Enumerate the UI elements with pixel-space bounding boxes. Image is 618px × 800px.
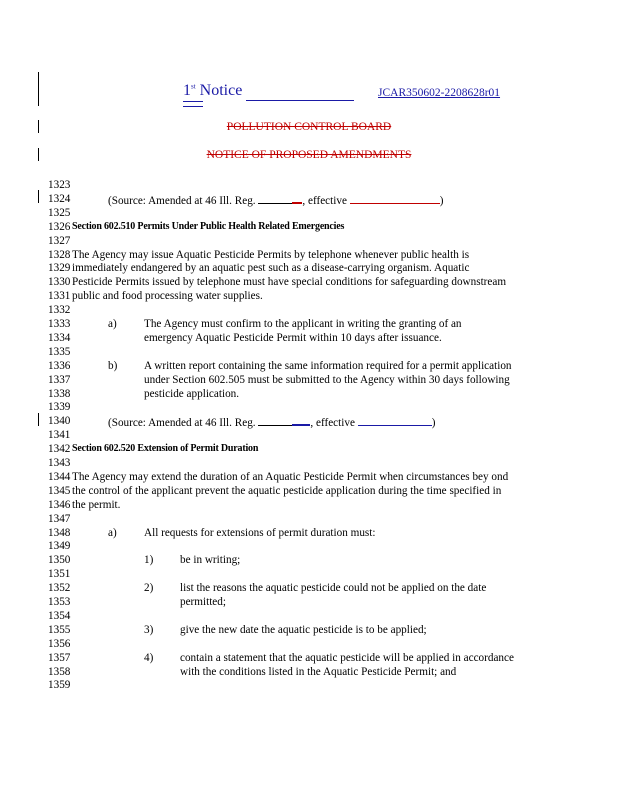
subsection-label: b) (108, 359, 118, 372)
board-title: POLLUTION CONTROL BOARD (226, 121, 392, 133)
line-number: 1345 (48, 484, 71, 497)
line-number: 1337 (48, 373, 71, 386)
section-heading: Section 602.510 Permits Under Public Health Related Emergencies (72, 220, 345, 232)
line-number: 1351 (48, 568, 71, 581)
jcar-id: JCAR350602-2208628r01 (378, 87, 501, 99)
subsection-text: emergency Aquatic Pesticide Permit within 10 days after issuance. (144, 331, 442, 344)
notice-word: Notice (199, 82, 243, 99)
line-1344 (48, 470, 608, 484)
line-1359 (48, 678, 608, 692)
line-1325 (48, 206, 608, 220)
line-number: 1331 (48, 290, 71, 303)
notice-number: 1 (183, 82, 191, 99)
line-1339 (48, 400, 608, 414)
revision-mark (292, 192, 302, 204)
line-1330 (48, 275, 608, 289)
subsection-text: under Section 602.505 must be submitted to the Agency within 30 days following (144, 373, 510, 386)
effective-date-blank (350, 193, 440, 204)
line-1345 (48, 484, 608, 498)
item-text: contain a statement that the aquatic pesticide will be applied in accordance (180, 651, 514, 664)
line-number: 1333 (48, 318, 71, 330)
effective-date-blank (358, 415, 432, 426)
line-text: Pesticide Permits issued by telephone must have special conditions for safeguarding downstream (72, 276, 507, 289)
line-1336 (48, 359, 608, 373)
line-number: 1346 (48, 498, 71, 511)
change-bar (38, 413, 39, 426)
line-1346 (48, 498, 608, 512)
section-heading: Section 602.520 Extension of Permit Duration (72, 443, 259, 455)
line-number: 1336 (48, 359, 71, 372)
line-1326 (48, 220, 608, 234)
line-1337 (48, 373, 608, 387)
line-1338 (48, 387, 608, 401)
change-bar (38, 72, 39, 106)
line-1349 (48, 539, 608, 553)
line-text: immediately endangered by an aquatic pest such as a disease-carrying organism. Aquatic (72, 262, 470, 275)
subsection-text: The Agency must confirm to the applicant in writing the granting of an (144, 318, 462, 330)
line-1333 (48, 317, 608, 331)
line-number: 1353 (48, 596, 71, 608)
line-1343 (48, 456, 608, 470)
line-number: 1326 (48, 220, 71, 233)
line-number: 1343 (48, 457, 71, 469)
item-text: give the new date the aquatic pesticide is to be applied; (180, 623, 427, 636)
line-1328 (48, 248, 608, 262)
line-1331 (48, 289, 608, 303)
line-text: The Agency may extend the duration of an Aquatic Pesticide Permit when circumstances bey ond (72, 470, 509, 483)
revision-mark (292, 414, 310, 426)
line-1358 (48, 665, 608, 679)
line-1348 (48, 526, 608, 540)
notice-underline (246, 82, 354, 101)
line-number: 1323 (48, 179, 71, 191)
register-blank (258, 415, 292, 426)
line-number: 1325 (48, 206, 71, 219)
item-label: 3) (144, 623, 154, 636)
line-number: 1355 (48, 623, 71, 636)
line-number: 1324 (48, 192, 71, 205)
line-1335 (48, 345, 608, 359)
line-number: 1329 (48, 262, 71, 275)
line-1354 (48, 609, 608, 623)
line-number: 1356 (48, 637, 71, 650)
line-number: 1332 (48, 304, 71, 317)
line-1334 (48, 331, 608, 345)
line-number: 1357 (48, 651, 71, 664)
line-1350 (48, 553, 608, 567)
item-label: 1) (144, 554, 154, 567)
subsection-text: A written report containing the same information required for a permit application (144, 359, 512, 372)
line-1324 (48, 192, 608, 206)
line-1342 (48, 442, 608, 456)
line-1353 (48, 595, 608, 609)
line-text: The Agency may issue Aquatic Pesticide Permits by telephone whenever public health is (72, 248, 470, 261)
line-number: 1327 (48, 234, 71, 247)
line-1352 (48, 581, 608, 595)
line-number: 1330 (48, 276, 71, 289)
subsection-label: a) (108, 318, 117, 330)
line-text: the control of the applicant prevent the aquatic pesticide application during the time specified in (72, 484, 502, 497)
source-note: (Source: Amended at 46 Ill. Reg. , effective ) (108, 414, 435, 430)
line-number: 1335 (48, 345, 71, 358)
notice-title: NOTICE OF PROPOSED AMENDMENTS (206, 149, 412, 161)
change-bar (38, 190, 39, 203)
line-number: 1358 (48, 665, 71, 678)
line-1357 (48, 651, 608, 665)
notice-heading (183, 82, 354, 101)
line-number: 1347 (48, 512, 71, 525)
line-1327 (48, 234, 608, 248)
line-number: 1334 (48, 331, 71, 344)
subsection-text: All requests for extensions of permit duration must: (144, 526, 376, 539)
line-1323 (48, 178, 608, 192)
line-1340 (48, 414, 608, 428)
line-number: 1339 (48, 401, 71, 414)
line-1355 (48, 623, 608, 637)
line-number: 1354 (48, 609, 71, 622)
item-text: be in writing; (180, 554, 241, 567)
item-label: 4) (144, 651, 154, 664)
notice-double-underline (183, 101, 203, 107)
line-text: public and food processing water supplies. (72, 290, 263, 303)
line-number: 1340 (48, 415, 71, 428)
item-label: 2) (144, 582, 154, 595)
line-number: 1341 (48, 429, 71, 442)
line-number: 1328 (48, 248, 71, 261)
line-1341 (48, 428, 608, 442)
source-note: (Source: Amended at 46 Ill. Reg. , effective ) (108, 192, 443, 208)
line-number: 1350 (48, 554, 71, 567)
line-1347 (48, 512, 608, 526)
line-number: 1352 (48, 582, 71, 595)
line-1332 (48, 303, 608, 317)
line-1351 (48, 567, 608, 581)
line-number: 1349 (48, 540, 71, 553)
subsection-text: pesticide application. (144, 387, 240, 400)
subsection-label: a) (108, 526, 117, 539)
line-number: 1348 (48, 526, 71, 539)
line-number: 1338 (48, 387, 71, 400)
item-text: list the reasons the aquatic pesticide could not be applied on the date (180, 582, 487, 595)
line-1356 (48, 637, 608, 651)
line-1329 (48, 261, 608, 275)
item-text: permitted; (180, 596, 226, 608)
line-text: the permit. (72, 498, 121, 511)
register-blank (258, 193, 292, 204)
item-text: with the conditions listed in the Aquatic Pesticide Permit; and (180, 665, 457, 678)
notice-sup: st (191, 82, 196, 91)
line-number: 1342 (48, 443, 71, 456)
line-number: 1359 (48, 679, 71, 692)
line-number: 1344 (48, 470, 71, 483)
